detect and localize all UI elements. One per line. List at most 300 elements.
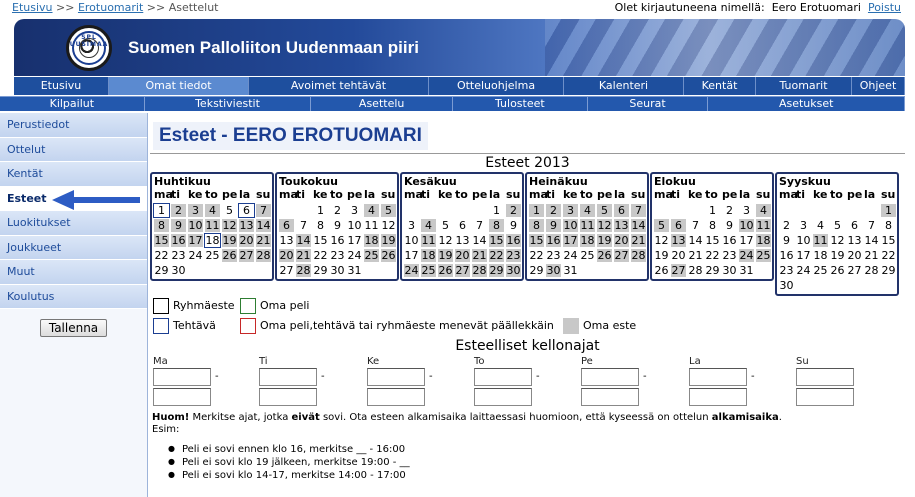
day-cell[interactable]: 19 xyxy=(381,234,396,247)
day-cell[interactable]: 20 xyxy=(455,249,470,262)
day-cell[interactable]: 8 xyxy=(317,219,324,232)
day-cell[interactable]: 5 xyxy=(226,204,233,217)
end-time-input[interactable] xyxy=(474,388,532,406)
main-content xyxy=(150,113,905,497)
subnav-seurat[interactable]: Seurat xyxy=(588,97,709,111)
month-name: Elokuu xyxy=(654,175,696,188)
day-cell[interactable]: 26 xyxy=(222,249,237,262)
day-cell[interactable]: 8 xyxy=(154,219,169,232)
day-cell[interactable]: 20 xyxy=(239,234,254,247)
day-cell[interactable]: 9 xyxy=(783,234,790,247)
day-cell[interactable]: 14 xyxy=(864,234,879,247)
day-cell[interactable]: 25 xyxy=(421,264,436,277)
day-cell[interactable]: 22 xyxy=(313,249,328,262)
day-cell[interactable]: 12 xyxy=(654,234,669,247)
day-cell[interactable]: 4 xyxy=(364,204,379,217)
day-cell[interactable]: 26 xyxy=(438,264,453,277)
day-cell[interactable]: 4 xyxy=(817,219,824,232)
sidebar-item-kentät[interactable]: Kentät xyxy=(0,162,147,187)
weekday-header: to xyxy=(205,188,218,201)
day-cell[interactable]: 14 xyxy=(256,219,271,232)
day-cell[interactable]: 30 xyxy=(546,264,561,277)
header-banner xyxy=(14,19,905,76)
day-cell[interactable]: 31 xyxy=(347,264,362,277)
day-cell[interactable]: 19 xyxy=(438,249,453,262)
day-cell[interactable]: 3 xyxy=(743,204,750,217)
day-label: To xyxy=(474,356,485,367)
day-cell[interactable]: 28 xyxy=(256,249,271,262)
day-cell[interactable]: 24 xyxy=(796,264,811,277)
day-cell[interactable]: 16 xyxy=(506,234,521,247)
day-cell[interactable]: 21 xyxy=(688,249,703,262)
day-label: Ma xyxy=(153,356,168,367)
note-text: sovi. Ota esteen alkamisaika laittaessasi huomioon, että kyseessä on ottelun xyxy=(319,412,712,423)
day-cell[interactable]: 4 xyxy=(580,204,595,217)
day-cell[interactable]: 9 xyxy=(546,219,561,232)
day-cell[interactable]: 24 xyxy=(739,249,754,262)
subnav-tekstiviestit[interactable]: Tekstiviestit xyxy=(145,97,312,111)
day-cell[interactable]: 21 xyxy=(472,249,487,262)
day-cell[interactable]: 23 xyxy=(506,249,521,262)
day-cell[interactable]: 18 xyxy=(756,234,771,247)
top-bar xyxy=(0,0,915,18)
day-cell[interactable]: 11 xyxy=(421,234,436,247)
day-cell[interactable]: 20 xyxy=(847,249,862,262)
weekday-header: ma xyxy=(154,188,173,201)
day-cell[interactable]: 6 xyxy=(239,204,254,217)
day-cell[interactable]: 9 xyxy=(171,219,186,232)
day-cell[interactable]: 14 xyxy=(688,234,703,247)
day-cell[interactable]: 2 xyxy=(506,204,521,217)
day-cell[interactable]: 6 xyxy=(459,219,466,232)
day-cell[interactable]: 4 xyxy=(421,219,436,232)
day-cell[interactable]: 20 xyxy=(614,234,629,247)
day-cell[interactable]: 21 xyxy=(256,234,271,247)
weekday-header: to xyxy=(830,188,843,201)
day-cell[interactable]: 16 xyxy=(171,234,186,247)
end-time-input[interactable] xyxy=(581,388,639,406)
empty-cell xyxy=(778,203,795,218)
day-cell[interactable]: 12 xyxy=(597,219,612,232)
weekday-header: ma xyxy=(779,188,798,201)
day-cell[interactable]: 28 xyxy=(864,264,879,277)
day-cell[interactable]: 18 xyxy=(813,249,828,262)
sidebar-item-esteet[interactable]: Esteet xyxy=(0,187,147,212)
day-cell[interactable]: 7 xyxy=(256,204,271,217)
day-cell[interactable]: 18 xyxy=(205,234,220,247)
weekday-header: su xyxy=(506,188,521,201)
day-cell[interactable]: 3 xyxy=(800,219,807,232)
empty-cell xyxy=(670,203,687,218)
day-cell[interactable]: 6 xyxy=(851,219,858,232)
day-cell[interactable]: 8 xyxy=(885,219,892,232)
day-cell[interactable]: 8 xyxy=(529,219,544,232)
day-cell[interactable]: 21 xyxy=(631,234,646,247)
day-cell[interactable]: 8 xyxy=(489,219,504,232)
day-cell[interactable]: 28 xyxy=(472,264,487,277)
day-cell[interactable]: 5 xyxy=(654,219,669,232)
month-calendar xyxy=(650,172,774,281)
time-column xyxy=(581,356,661,408)
day-cell[interactable]: 15 xyxy=(313,234,328,247)
day-cell[interactable]: 27 xyxy=(279,264,294,277)
weekday-header: to xyxy=(455,188,468,201)
range-dash: - xyxy=(215,371,219,382)
month-name: Toukokuu xyxy=(279,175,338,188)
day-cell[interactable]: 9 xyxy=(726,219,733,232)
day-cell[interactable]: 1 xyxy=(317,204,324,217)
day-cell[interactable]: 7 xyxy=(692,219,699,232)
end-time-input[interactable] xyxy=(259,388,317,406)
legend-group-label: Ryhmäeste xyxy=(173,299,235,312)
day-cell[interactable]: 16 xyxy=(546,234,561,247)
start-time-input[interactable] xyxy=(474,368,532,386)
day-cell[interactable]: 29 xyxy=(154,264,169,277)
crumb-etusivu-link[interactable]: Etusivu xyxy=(12,1,53,14)
sidebar-item-ottelut[interactable]: Ottelut xyxy=(0,138,147,163)
weekday-header: ke xyxy=(688,188,703,201)
range-dash: - xyxy=(536,371,540,382)
day-cell[interactable]: 3 xyxy=(351,204,358,217)
start-time-input[interactable] xyxy=(796,368,854,386)
weekday-header: ma xyxy=(529,188,548,201)
day-cell[interactable]: 29 xyxy=(705,264,720,277)
legend-own-block-label: Oma este xyxy=(583,319,637,332)
day-cell[interactable]: 9 xyxy=(510,219,517,232)
day-label: Su xyxy=(796,356,809,367)
day-cell[interactable]: 11 xyxy=(580,219,595,232)
weekday-header: la xyxy=(239,188,251,201)
day-cell[interactable]: 21 xyxy=(296,249,311,262)
month-name: Heinäkuu xyxy=(529,175,588,188)
empty-cell xyxy=(420,203,437,218)
day-cell[interactable]: 31 xyxy=(563,264,578,277)
weekday-header: la xyxy=(364,188,376,201)
day-cell[interactable]: 3 xyxy=(408,219,415,232)
note-text: . xyxy=(778,412,782,423)
day-cell[interactable]: 23 xyxy=(779,264,794,277)
day-cell[interactable]: 28 xyxy=(296,264,311,277)
day-cell[interactable]: 6 xyxy=(671,219,686,232)
day-cell[interactable]: 26 xyxy=(597,249,612,262)
day-cell[interactable]: 19 xyxy=(830,249,845,262)
time-column xyxy=(153,356,233,408)
month-name: Kesäkuu xyxy=(404,175,457,188)
subnav-asetukset[interactable]: Asetukset xyxy=(708,97,905,111)
day-label: La xyxy=(689,356,701,367)
day-cell[interactable]: 12 xyxy=(381,219,396,232)
day-cell[interactable]: 25 xyxy=(813,264,828,277)
day-cell[interactable]: 18 xyxy=(580,234,595,247)
day-cell[interactable]: 23 xyxy=(330,249,345,262)
day-cell[interactable]: 25 xyxy=(364,249,379,262)
day-cell[interactable]: 17 xyxy=(404,249,419,262)
day-cell[interactable]: 28 xyxy=(631,249,646,262)
day-label: Ke xyxy=(367,356,380,367)
day-cell[interactable]: 7 xyxy=(300,219,307,232)
range-dash: - xyxy=(429,371,433,382)
day-cell[interactable]: 17 xyxy=(739,234,754,247)
day-cell[interactable]: 5 xyxy=(381,204,396,217)
day-cell[interactable]: 2 xyxy=(783,219,790,232)
day-cell[interactable]: 24 xyxy=(347,249,362,262)
weekday-header: su xyxy=(756,188,771,201)
day-cell[interactable]: 10 xyxy=(188,219,203,232)
day-cell[interactable]: 30 xyxy=(330,264,345,277)
empty-cell xyxy=(454,203,471,218)
day-cell[interactable]: 14 xyxy=(296,234,311,247)
day-cell[interactable]: 20 xyxy=(279,249,294,262)
day-cell[interactable]: 13 xyxy=(239,219,254,232)
end-time-input[interactable] xyxy=(796,388,854,406)
weekday-header: su xyxy=(256,188,271,201)
day-cell[interactable]: 23 xyxy=(546,249,561,262)
time-column xyxy=(796,356,876,408)
empty-cell xyxy=(403,203,420,218)
start-time-input[interactable] xyxy=(581,368,639,386)
day-cell[interactable]: 22 xyxy=(489,249,504,262)
day-cell[interactable]: 21 xyxy=(864,249,879,262)
day-cell[interactable]: 14 xyxy=(631,219,646,232)
weekday-header: ke xyxy=(188,188,203,201)
empty-cell xyxy=(846,203,863,218)
weekday-header: pe xyxy=(222,188,238,201)
month-calendar xyxy=(150,172,274,281)
day-cell[interactable]: 3 xyxy=(563,204,578,217)
day-label: Ti xyxy=(259,356,268,367)
day-cell[interactable]: 16 xyxy=(779,249,794,262)
divider xyxy=(150,153,905,154)
weekday-header: pe xyxy=(347,188,363,201)
day-cell[interactable]: 7 xyxy=(868,219,875,232)
day-cell[interactable]: 10 xyxy=(563,219,578,232)
day-cell[interactable]: 25 xyxy=(205,249,220,262)
day-cell[interactable]: 16 xyxy=(330,234,345,247)
day-cell[interactable]: 27 xyxy=(239,249,254,262)
day-cell[interactable]: 10 xyxy=(404,234,419,247)
note-huom: Huom! xyxy=(152,412,190,423)
start-time-input[interactable] xyxy=(259,368,317,386)
day-cell[interactable]: 13 xyxy=(279,234,294,247)
day-cell[interactable]: 23 xyxy=(171,249,186,262)
end-time-input[interactable] xyxy=(153,388,211,406)
day-cell[interactable]: 27 xyxy=(671,264,686,277)
weekday-header: to xyxy=(330,188,343,201)
day-cell[interactable]: 30 xyxy=(506,264,521,277)
range-dash: - xyxy=(751,371,755,382)
day-cell[interactable]: 11 xyxy=(756,219,771,232)
day-cell[interactable]: 8 xyxy=(709,219,716,232)
day-cell[interactable]: 13 xyxy=(847,234,862,247)
example-item: ● Peli ei sovi klo 19 jälkeen, merkitse 19:00 - __ xyxy=(168,456,410,469)
day-cell[interactable]: 20 xyxy=(671,249,686,262)
day-cell[interactable]: 13 xyxy=(671,234,686,247)
sidebar-item-luokitukset[interactable]: Luokitukset xyxy=(0,211,147,236)
day-cell[interactable]: 15 xyxy=(881,234,896,247)
day-cell[interactable]: 24 xyxy=(188,249,203,262)
day-cell[interactable]: 2 xyxy=(726,204,733,217)
arrow-left-icon xyxy=(52,189,142,211)
day-cell[interactable]: 12 xyxy=(438,234,453,247)
logout-link[interactable]: Poistu xyxy=(867,1,901,14)
start-time-input[interactable] xyxy=(689,368,747,386)
day-cell[interactable]: 5 xyxy=(442,219,449,232)
day-cell[interactable]: 13 xyxy=(614,219,629,232)
day-cell[interactable]: 11 xyxy=(205,219,220,232)
day-cell[interactable]: 22 xyxy=(154,249,169,262)
weekday-header: ti xyxy=(546,188,556,201)
day-cell[interactable]: 30 xyxy=(722,264,737,277)
empty-cell xyxy=(437,203,454,218)
day-cell[interactable]: 7 xyxy=(476,219,483,232)
day-cell[interactable]: 29 xyxy=(529,264,544,277)
month-calendar xyxy=(525,172,649,281)
weekday-header: pe xyxy=(597,188,613,201)
day-cell[interactable]: 27 xyxy=(614,249,629,262)
nav-etusivu[interactable]: Etusivu xyxy=(14,77,109,95)
day-cell[interactable]: 17 xyxy=(796,249,811,262)
subnav-kilpailut[interactable]: Kilpailut xyxy=(0,97,145,111)
day-cell[interactable]: 12 xyxy=(830,234,845,247)
day-cell[interactable]: 2 xyxy=(546,204,561,217)
day-cell[interactable]: 11 xyxy=(813,234,828,247)
day-cell[interactable]: 22 xyxy=(881,249,896,262)
day-cell[interactable]: 10 xyxy=(796,234,811,247)
subnav-tulosteet[interactable]: Tulosteet xyxy=(453,97,588,111)
legend-group-swatch xyxy=(153,298,169,314)
end-time-input[interactable] xyxy=(689,388,747,406)
crumb-current: Asettelut xyxy=(168,1,219,14)
day-cell[interactable]: 11 xyxy=(364,219,379,232)
day-cell[interactable]: 27 xyxy=(455,264,470,277)
nav-tuomarit[interactable]: Tuomarit xyxy=(756,77,852,95)
day-cell[interactable]: 1 xyxy=(154,204,169,217)
day-cell[interactable]: 15 xyxy=(705,234,720,247)
day-cell[interactable]: 13 xyxy=(455,234,470,247)
legend-own-game-label: Oma peli xyxy=(260,299,310,312)
day-cell[interactable]: 29 xyxy=(313,264,328,277)
day-cell[interactable]: 1 xyxy=(493,204,500,217)
day-cell[interactable]: 29 xyxy=(881,264,896,277)
nav-omat-tiedot[interactable]: Omat tiedot xyxy=(109,77,249,95)
day-cell[interactable]: 14 xyxy=(472,234,487,247)
day-cell[interactable]: 17 xyxy=(347,234,362,247)
page-title: Esteet - EERO EROTUOMARI xyxy=(153,122,428,150)
nav-ohjeet[interactable]: Ohjeet xyxy=(852,77,905,95)
month-calendar xyxy=(275,172,399,281)
day-cell[interactable]: 19 xyxy=(222,234,237,247)
login-status xyxy=(615,1,901,14)
empty-cell xyxy=(278,203,295,218)
weekday-header: ti xyxy=(296,188,306,201)
day-cell[interactable]: 17 xyxy=(188,234,203,247)
crumb-erotuomarit-link[interactable]: Erotuomarit xyxy=(77,1,144,14)
day-cell[interactable]: 28 xyxy=(688,264,703,277)
nav-otteluohjelma[interactable]: Otteluohjelma xyxy=(429,77,564,95)
nav-kalenteri[interactable]: Kalenteri xyxy=(564,77,684,95)
weekday-header: su xyxy=(881,188,896,201)
start-time-input[interactable] xyxy=(153,368,211,386)
day-cell[interactable]: 17 xyxy=(563,234,578,247)
day-cell[interactable]: 30 xyxy=(779,279,794,292)
sidebar-item-joukkueet[interactable]: Joukkueet xyxy=(0,236,147,261)
time-column xyxy=(474,356,554,408)
day-cell[interactable]: 2 xyxy=(171,204,186,217)
day-cell[interactable]: 6 xyxy=(279,219,294,232)
day-cell[interactable]: 19 xyxy=(597,234,612,247)
day-cell[interactable]: 15 xyxy=(489,234,504,247)
day-cell[interactable]: 27 xyxy=(847,264,862,277)
day-cell[interactable]: 19 xyxy=(654,249,669,262)
day-cell[interactable]: 26 xyxy=(830,264,845,277)
subnav-asettelu[interactable]: Asettelu xyxy=(311,97,453,111)
day-cell[interactable]: 25 xyxy=(756,249,771,262)
day-cell[interactable]: 1 xyxy=(881,204,896,217)
day-cell[interactable]: 31 xyxy=(739,264,754,277)
day-label: Pe xyxy=(581,356,593,367)
day-cell[interactable]: 1 xyxy=(529,204,544,217)
day-cell[interactable]: 22 xyxy=(529,249,544,262)
time-column xyxy=(367,356,447,408)
day-cell[interactable]: 18 xyxy=(421,249,436,262)
day-cell[interactable]: 16 xyxy=(722,234,737,247)
instruction-note xyxy=(152,412,892,436)
day-cell[interactable]: 26 xyxy=(654,264,669,277)
day-cell[interactable]: 10 xyxy=(347,219,362,232)
day-cell[interactable]: 18 xyxy=(364,234,379,247)
sidebar-item-muut[interactable]: Muut xyxy=(0,260,147,285)
day-cell[interactable]: 22 xyxy=(705,249,720,262)
day-cell[interactable]: 6 xyxy=(614,204,629,217)
day-cell[interactable]: 30 xyxy=(171,264,186,277)
weekday-header: ma xyxy=(404,188,423,201)
user-name: Eero Erotuomari xyxy=(771,1,861,14)
day-cell[interactable]: 12 xyxy=(222,219,237,232)
day-cell[interactable]: 25 xyxy=(580,249,595,262)
day-cell[interactable]: 23 xyxy=(722,249,737,262)
day-cell[interactable]: 7 xyxy=(631,204,646,217)
day-cell[interactable]: 5 xyxy=(834,219,841,232)
day-cell[interactable]: 2 xyxy=(334,204,341,217)
day-cell[interactable]: 4 xyxy=(205,204,220,217)
day-cell[interactable]: 5 xyxy=(597,204,612,217)
day-cell[interactable]: 24 xyxy=(404,264,419,277)
weekday-header: ti xyxy=(671,188,681,201)
day-cell[interactable]: 15 xyxy=(529,234,544,247)
nav-kentät[interactable]: Kentät xyxy=(684,77,756,95)
sidebar-item-koulutus[interactable]: Koulutus xyxy=(0,285,147,310)
banner-title: Suomen Palloliiton Uudenmaan piiri xyxy=(128,38,419,57)
nav-avoimet-tehtävät[interactable]: Avoimet tehtävät xyxy=(249,77,429,95)
empty-cell xyxy=(653,203,670,218)
day-cell[interactable]: 1 xyxy=(709,204,716,217)
day-cell[interactable]: 15 xyxy=(154,234,169,247)
day-cell[interactable]: 4 xyxy=(756,204,771,217)
day-cell[interactable]: 10 xyxy=(739,219,754,232)
sidebar-item-perustiedot[interactable]: Perustiedot xyxy=(0,113,147,138)
range-dash: - xyxy=(321,371,325,382)
legend-task-label: Tehtävä xyxy=(173,319,216,332)
day-cell[interactable]: 26 xyxy=(381,249,396,262)
end-time-input[interactable] xyxy=(367,388,425,406)
day-cell[interactable]: 29 xyxy=(489,264,504,277)
day-cell[interactable]: 24 xyxy=(563,249,578,262)
day-cell[interactable]: 9 xyxy=(334,219,341,232)
start-time-input[interactable] xyxy=(367,368,425,386)
weekday-header: pe xyxy=(722,188,738,201)
day-cell[interactable]: 3 xyxy=(188,204,203,217)
save-button[interactable]: Tallenna xyxy=(40,319,107,337)
